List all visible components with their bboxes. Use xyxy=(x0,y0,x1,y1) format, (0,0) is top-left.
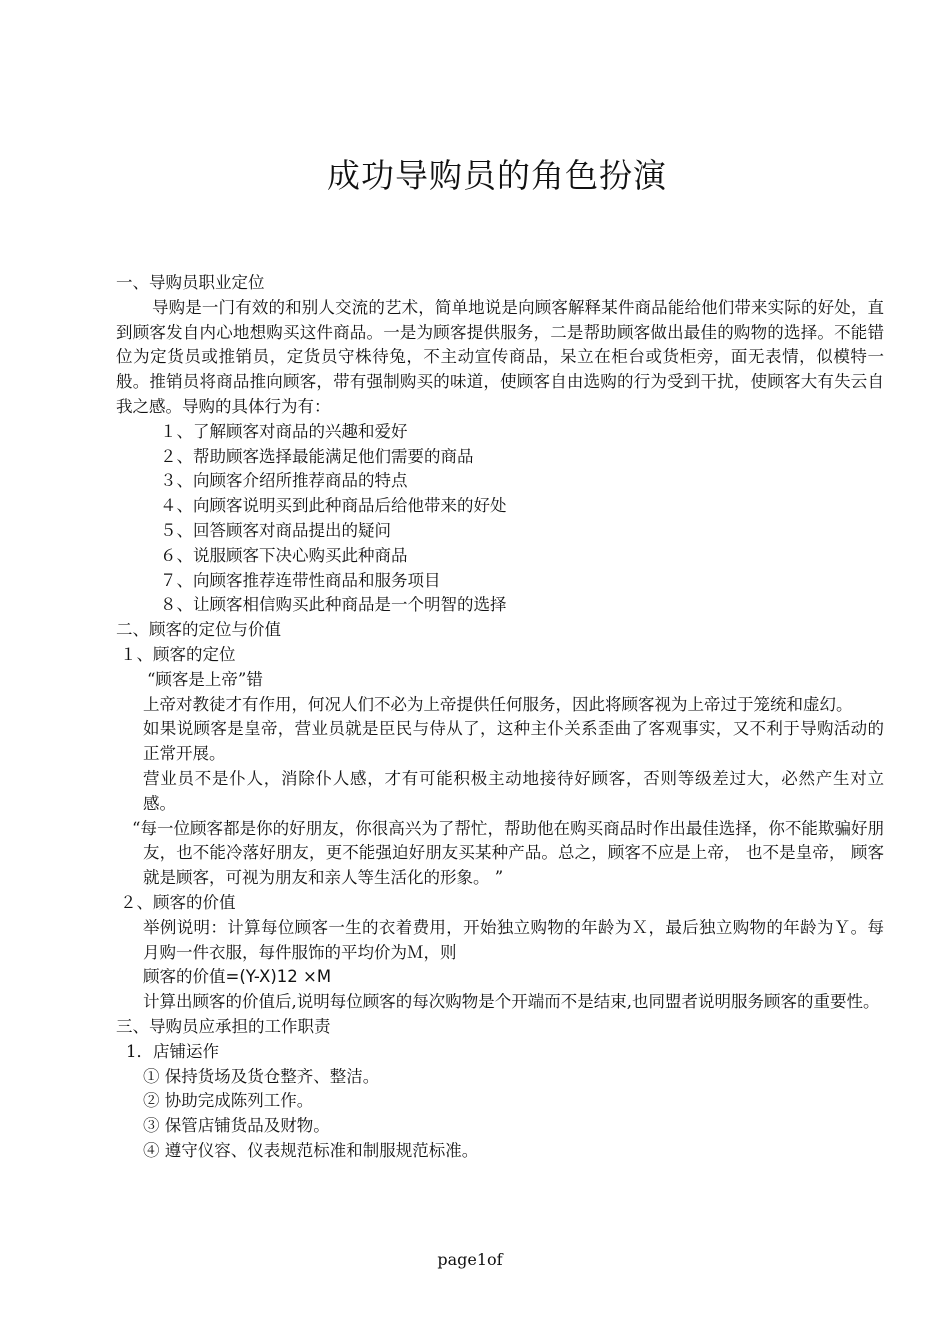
page-footer: page1of xyxy=(437,1250,503,1269)
paragraph: 如果说顾客是皇帝，营业员就是臣民与侍从了，这种主仆关系歪曲了客观事实，又不利于导购活动的正常开展。 xyxy=(143,719,884,764)
list-item: ７、向顾客推荐连带性商品和服务项目 xyxy=(160,570,441,590)
formula-line xyxy=(116,965,884,990)
section-1-intro: 导购是一门有效的和别人交流的艺术，简单地说是向顾客解释某件商品能给他们带来实际的好处，直到顾客发自内心地想购买这件商品。一是为顾客提供服务，二是帮助顾客做出最佳的购物的选择。不能错位为定货员或推销员，定货员守株待兔，不主动宣传商品，呆立在柜台或货柜旁，面无表情，似模特一般。推销员将商品推向顾客，带有强制购买的味道，使顾客自由选购的行为受到干扰，使顾客大有失云自我之感。导购的具体行为有： xyxy=(116,297,884,416)
list-item: ④ 遵守仪容、仪表规范标准和制服规范标准。 xyxy=(143,1140,479,1160)
list-item: １、了解顾客对商品的兴趣和爱好 xyxy=(160,421,408,441)
quote-title: “顾客是上帝”错 xyxy=(147,669,263,689)
paragraph: 计算出顾客的价值后,说明每位顾客的每次购物是个开端而不是结束,也同盟者说明服务顾客的重要性。 xyxy=(143,992,880,1012)
list-item: ② 协助完成陈列工作。 xyxy=(143,1091,314,1111)
quote-paragraph: “每一位顾客都是你的好朋友，你很高兴为了帮忙，帮助他在购买商品时作出最佳选择，你不能欺骗好朋友，也不能冷落好朋友，更不能强迫好朋友买某种产品。总之，顾客不应是上帝， 也不是皇帝， 顾客就是顾客，可视为朋友和亲人等生活化的形象。 ” xyxy=(132,818,884,888)
paragraph: 营业员不是仆人，消除仆人感，才有可能积极主动地接待好顾客，否则等级差过大，必然产生对立感。 xyxy=(143,768,884,813)
subsection-heading: 1．店铺运作 xyxy=(126,1041,219,1061)
list-item: ４、向顾客说明买到此种商品后给他带来的好处 xyxy=(160,496,507,516)
section-2-heading: 二、顾客的定位与价值 xyxy=(116,620,281,640)
list-item: ① 保持货场及货仓整齐、整洁。 xyxy=(143,1066,380,1086)
list-item: ２、帮助顾客选择最能满足他们需要的商品 xyxy=(160,446,474,466)
subsection-heading: １、顾客的定位 xyxy=(120,644,236,664)
example-paragraph: 举例说明：计算每位顾客一生的衣着费用，开始独立购物的年龄为Ｘ，最后独立购物的年龄为Ｙ。每月购一件衣服，每件服饰的平均价为Ｍ，则 xyxy=(143,917,884,962)
list-item: ８、让顾客相信购买此种商品是一个明智的选择 xyxy=(160,595,507,615)
list-item: ６、说服顾客下决心购买此种商品 xyxy=(160,545,408,565)
document-title: 成功导购员的角色扮演 xyxy=(327,156,667,195)
list-item: ３、向顾客介绍所推荐商品的特点 xyxy=(160,471,408,491)
paragraph: 上帝对教徒才有作用，何况人们不必为上帝提供任何服务，因此将顾客视为上帝过于笼统和虚幻。 xyxy=(143,694,853,714)
subsection-heading: ２、顾客的价值 xyxy=(120,892,236,912)
formula-label: 顾客的价值 xyxy=(143,967,226,987)
section-1-heading: 一、导购员职业定位 xyxy=(116,273,265,292)
list-item: ③ 保管店铺货品及财物。 xyxy=(143,1116,330,1136)
list-item: ５、回答顾客对商品提出的疑问 xyxy=(160,520,391,540)
formula-expression: =(Y-X)12 ×M xyxy=(225,967,332,987)
section-3-heading: 三、导购员应承担的工作职责 xyxy=(116,1016,331,1036)
document-body xyxy=(116,271,884,1164)
